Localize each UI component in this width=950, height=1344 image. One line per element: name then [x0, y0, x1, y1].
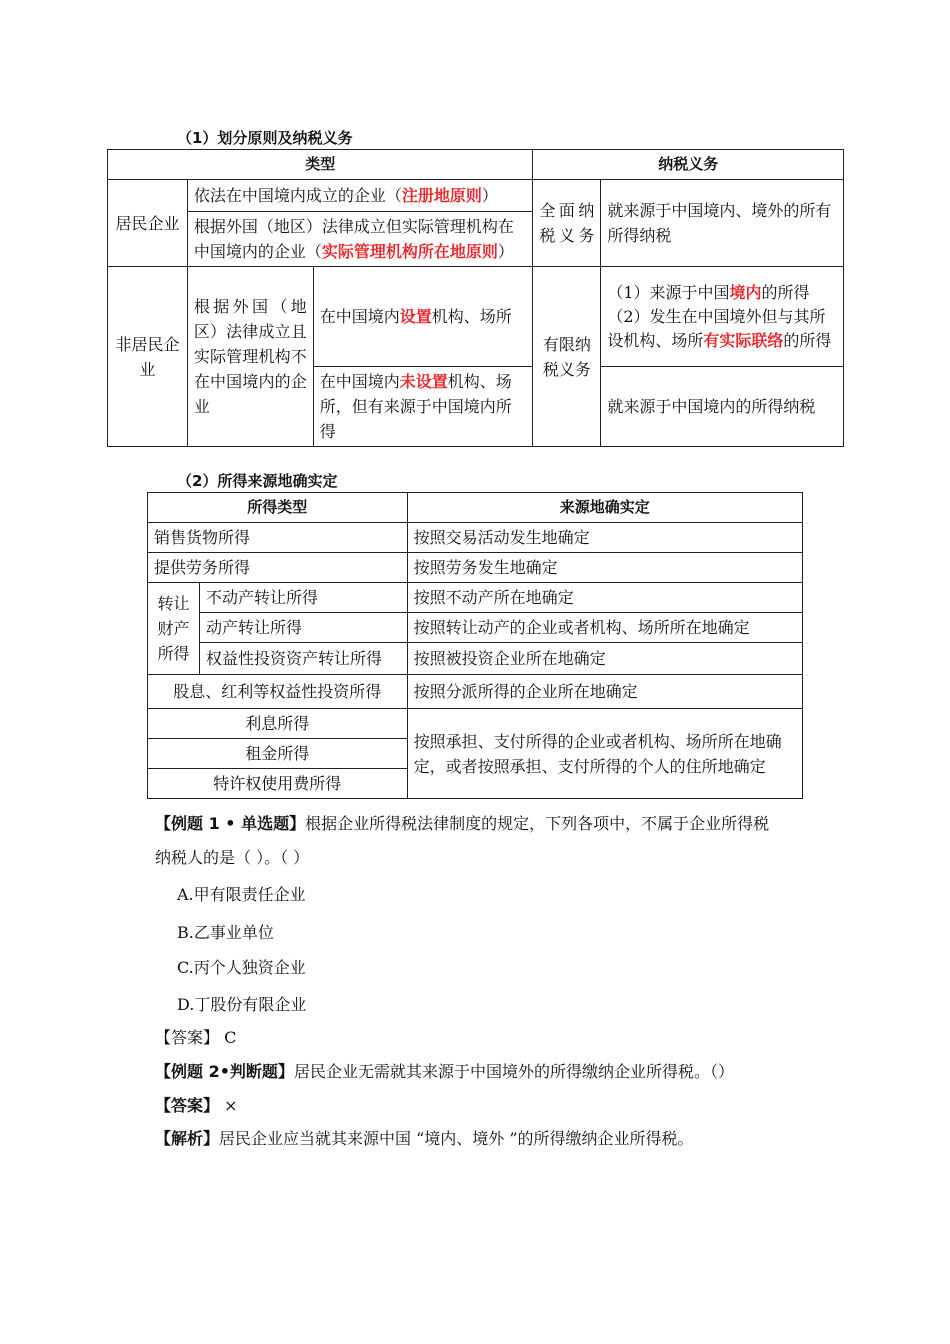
- income-type: 特许权使用费所得: [148, 769, 408, 799]
- example2-tag: 【例题 2•判断题】: [155, 1062, 294, 1081]
- red-emphasis: 境内: [729, 282, 762, 302]
- income-type: 权益性投资资产转让所得: [199, 643, 407, 675]
- header-income-type: 所得类型: [148, 493, 408, 523]
- example1-answer: 【答案】 C: [155, 1028, 237, 1047]
- header-type: 类型: [108, 150, 533, 180]
- option-c: C.丙个人独资企业: [177, 958, 306, 977]
- property-group-label: 转让财产所得: [148, 583, 200, 675]
- nonresident-duty-1-2: （1）来源于中国境内的所得 （2）发生在中国境外但与其所设机构、场所有实际联络的所得: [601, 267, 844, 367]
- nonresident-sub2: 在中国境内未设置机构、场所，但有来源于中国境内所得: [313, 367, 533, 447]
- income-source: 按照被投资企业所在地确定: [407, 643, 802, 675]
- shared-source: 按照承担、支付所得的企业或者机构、场所所在地确定，或者按照承担、支付所得的个人的住所地确定: [407, 709, 802, 799]
- resident-duty-desc: 就来源于中国境内、境外的所有所得纳税: [601, 180, 844, 267]
- income-type: 动产转让所得: [199, 613, 407, 643]
- example2-answer: 【答案】 ×: [155, 1096, 238, 1115]
- example1-tag: 【例题 1 • 单选题】: [155, 814, 306, 833]
- nonresident-sub1: 在中国境内设置机构、场所: [313, 267, 533, 367]
- red-emphasis: 有实际联络: [703, 330, 784, 350]
- resident-row2: 根据外国（地区）法律成立但实际管理机构在中国境内的企业（实际管理机构所在地原则）: [187, 212, 533, 267]
- income-source: 按照交易活动发生地确定: [407, 523, 802, 553]
- nonresident-label: 非居民企业: [108, 267, 188, 447]
- income-type: 利息所得: [148, 709, 408, 739]
- header-source: 来源地确实定: [407, 493, 802, 523]
- nonresident-desc: 根据外国（地区）法律成立且实际管理机构不在中国境内的企业: [187, 267, 313, 447]
- income-type: 不动产转让所得: [199, 583, 407, 613]
- income-source: 按照劳务发生地确定: [407, 553, 802, 583]
- red-emphasis: 注册地原则: [401, 186, 482, 205]
- example2-analysis: 【解析】居民企业应当就其来源中国 “境内、境外 ”的所得缴纳企业所得税。: [155, 1129, 694, 1148]
- red-emphasis: 设置: [399, 307, 432, 326]
- nonresident-duty-3: 就来源于中国境内的所得纳税: [601, 367, 844, 447]
- red-emphasis: 实际管理机构所在地原则: [321, 242, 498, 261]
- example1-question-line1: 【例题 1 • 单选题】根据企业所得税法律制度的规定，下列各项中，不属于企业所得税: [155, 814, 770, 833]
- source-table: [147, 492, 803, 799]
- option-a: A.甲有限责任企业: [177, 885, 306, 904]
- nonresident-duty-type: 有限纳税义务: [533, 267, 601, 447]
- classification-table: [107, 149, 844, 447]
- income-source: 按照分派所得的企业所在地确定: [407, 675, 802, 709]
- income-type: 提供劳务所得: [148, 553, 408, 583]
- income-type: 股息、红利等权益性投资所得: [148, 675, 408, 709]
- income-source: 按照不动产所在地确定: [407, 583, 802, 613]
- income-source: 按照转让动产的企业或者机构、场所所在地确定: [407, 613, 802, 643]
- option-b: B.乙事业单位: [177, 923, 274, 942]
- header-duty: 纳税义务: [533, 150, 844, 180]
- example1-question-line2: 纳税人的是（ ）。（ ）: [155, 848, 310, 867]
- section2-heading: （2）所得来源地确实定: [177, 472, 338, 490]
- resident-duty-type: 全面纳税义务: [533, 180, 601, 267]
- option-d: D.丁股份有限企业: [177, 995, 307, 1014]
- red-emphasis: 未设置: [399, 372, 448, 391]
- income-type: 销售货物所得: [148, 523, 408, 553]
- income-type: 租金所得: [148, 739, 408, 769]
- resident-row1: 依法在中国境内成立的企业（注册地原则）: [187, 180, 533, 212]
- section1-heading: （1）划分原则及纳税义务: [177, 129, 353, 147]
- resident-label: 居民企业: [108, 180, 188, 267]
- example2-question: 【例题 2•判断题】居民企业无需就其来源于中国境外的所得缴纳企业所得税。（）: [155, 1062, 734, 1081]
